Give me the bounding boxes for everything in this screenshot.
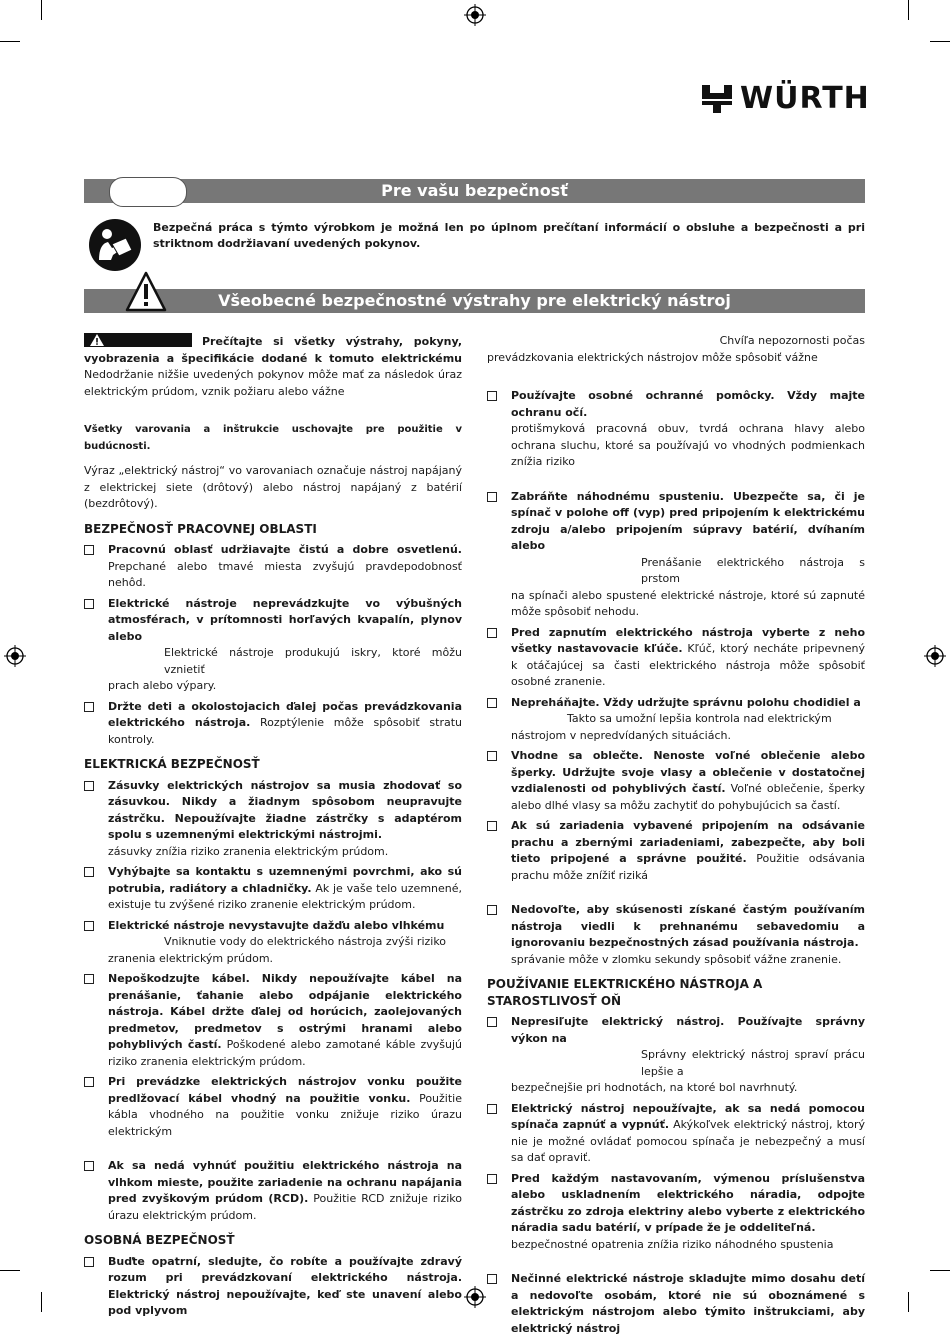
checkbox-icon <box>84 1257 94 1267</box>
registration-mark-icon <box>464 1286 486 1308</box>
crop-mark <box>908 1292 909 1312</box>
logo-text: WÜRTH <box>740 80 870 116</box>
list-item: Zabráňte náhodnému spusteniu. Ubezpečte sa, či je spínač v polohe off (vyp) pred pripojením k elektrickému zdroju a/alebo pripojením súpravy batérií, dvíhaním alebo Prenášanie elektrického nástroja s prstom na spínači alebo spustené elektrické nástroje, ktoré sú zapnuté môže spôsobiť nehodu. <box>487 489 865 621</box>
checkbox-icon <box>84 867 94 877</box>
safety-section-title: Pre vašu bezpečnosť <box>381 181 568 200</box>
list-item: Nečinné elektrické nástroje skladujte mimo dosahu detí a nedovoľte osobám, ktoré nie sú oboznámené s elektrickým nástrojom alebo týmito inštrukciami, aby elektrický nástroj <box>487 1271 865 1337</box>
list-item: Vyhýbajte sa kontaktu s uzemnenými povrchmi, ako sú potrubia, radiátory a chladničky. Ak je vaše telo uzemnené, existuje tu zvýšené riziko zranenie elektrickým prúdom. <box>84 864 462 914</box>
checkbox-icon <box>487 492 497 502</box>
crop-mark <box>930 41 950 42</box>
list-item: Ak sa nedá vyhnúť použitiu elektrického nástroja na vlhkom mieste, použite zariadenie na ochranu napájania pred zvyškovým prúdom (RCD). Použitie RCD znižuje riziko úrazu elektrickým prúdom. <box>84 1158 462 1224</box>
section-pill <box>109 177 187 207</box>
registration-mark-icon <box>924 645 946 667</box>
right-column: Chvíľa nepozornosti počas prevádzkovania elektrických nástrojov môže spôsobiť vážne Používajte osobné ochranné pomôcky. Vždy majte ochranu očí. protišmyková pracovná obuv, tvrdá ochrana hlavy alebo ochrana sluchu, ktoré sa používajú vo vhodných podmienkach znížia riziko Zabráňte náhodnému spusteniu. Ubezpečte sa, či je spínač v polohe off (vyp) pred pripojením k elektrickému zdroju a/alebo pripojením súpravy batérií, dvíhaním alebo Prenášanie elektrického nástroja s prstom na spínači alebo spustené elektrické nástroje, ktoré sú zapnuté môže spôsobiť nehodu. Pred zapnutím elektrického nástroja vyberte z neho všetky nastavovacie kľúče. Kľúč, ktorý necháte pripevnený k otáčajúcej sa časti elektrického nástroja môže spôsobiť osobné zranenie. Nepreháňajte. Vždy udržujte správnu polohu chodidiel a Takto sa umožní lepšia kontrola nad elektrickým nástrojom v nepredvídaných situáciách. Vhodne sa oblečte. Nenoste voľné oblečenie alebo šperky. Udržujte svoje vlasy a oblečenie v dostatočnej vzdialenosti od pohyblivých častí. Voľné oblečenie, šperky alebo dlhé vlasy sa môžu zachytiť do pohybujúcich sa častí. Ak sú zariadenia vybavené pripojením na odsávanie prachu a zbernými zariadeniami, zabezpečte, aby boli tieto pripojené a správne použité. Použitie odsávania prachu môže znížiť riziká Nedovoľte, aby skúsenosti získané častým používaním nástroja viedli k prehnanému sebavedomiu a ignorovaniu bezpečnostných zásad používania nástroja. správanie môže v zlomku sekundy spôsobiť vážne zranenie. POUŽÍVANIE ELEKTRICKÉHO NÁSTROJA A STAROSTLIVOSŤ OŇ Nepresiľujte elektrický nástroj. Používajte správny výkon na Správny elektrický nástroj spraví prácu lepšie a bezpečnejšie pri hodnotách, na ktoré bol navrhnutý. Elektrický nástroj nepoužívajte, ak sa nedá pomocou spínača zapnúť a vypnúť. Akýkoľvek elektrický nástroj, ktorý nie je možné ovládať pomocou spínača je nebezpečný a musí sa dať opraviť. Pred každým nastavovaním, výmenou príslušenstva alebo uskladnením elektrického náradia, odpojte zástrčku zo zdroja elektriny alebo vyberte z elektrického náradia sadu batérií, v prípade že je oddeliteľná. bezpečnostné opatrenia znížia riziko náhodného spustenia Nečinné elektrické nástroje skladujte mimo dosahu detí a nedovoľte osobám, ktoré nie sú oboznámené s elektrickým nástrojom alebo týmito inštrukciami, aby elektrický nástroj <box>487 333 865 1341</box>
list-item: Zásuvky elektrických nástrojov sa musia zhodovať so zásuvkou. Nikdy a žiadnym spôsobom neupravujte zástrčku. Nepoužívajte žiadne zástrčky s adaptérom spolu s uzemnenými elektrickými nástrojmi. zásuvky znížia riziko zranenia elektrickým prúdom. <box>84 778 462 861</box>
heading-electrical-safety: ELEKTRICKÁ BEZPEČNOSŤ <box>84 757 260 771</box>
safety-section-bar <box>84 179 865 203</box>
checkbox-icon <box>84 1077 94 1087</box>
checkbox-icon <box>487 391 497 401</box>
wurth-logo <box>700 80 870 116</box>
list-item: Držte deti a okolostojacich ďalej počas prevádzkovania elektrického nástroja. Rozptýlenie môže spôsobiť stratu kontroly. <box>84 699 462 749</box>
crop-mark <box>41 1292 42 1312</box>
checkbox-icon <box>84 702 94 712</box>
checkbox-icon <box>84 921 94 931</box>
checkbox-icon <box>487 751 497 761</box>
checkbox-icon <box>84 781 94 791</box>
warning-small-icon <box>90 334 104 346</box>
list-item: Elektrické nástroje nevystavujte dažďu alebo vlhkému Vniknutie vody do elektrického nástroja zvýši riziko zranenia elektrickým prúdom. <box>84 918 462 968</box>
checkbox-icon <box>487 1174 497 1184</box>
warning-triangle-icon <box>124 270 168 314</box>
registration-mark-icon <box>464 4 486 26</box>
checkbox-icon <box>487 1274 497 1284</box>
checkbox-icon <box>487 905 497 915</box>
registration-mark-icon <box>4 645 26 667</box>
heading-work-area: BEZPEČNOSŤ PRACOVNEJ OBLASTI <box>84 521 317 536</box>
list-item: Nedovoľte, aby skúsenosti získané častým používaním nástroja viedli k prehnanému sebavedomiu a ignorovaniu bezpečnostných zásad používania nástroja. správanie môže v zlomku sekundy spôsobiť vážne zranenie. <box>487 902 865 968</box>
list-item: Ak sú zariadenia vybavené pripojením na odsávanie prachu a zbernými zariadeniami, zabezpečte, aby boli tieto pripojené a správne použité. Použitie odsávania prachu môže znížiť riziká <box>487 818 865 884</box>
list-item: Pred každým nastavovaním, výmenou príslušenstva alebo uskladnením elektrického náradia, odpojte zástrčku zo zdroja elektriny alebo vyberte z elektrického náradia sadu batérií, v prípade že je oddeliteľná. bezpečnostné opatrenia znížia riziko náhodného spustenia <box>487 1171 865 1254</box>
list-item: Buďte opatrní, sledujte, čo robíte a používajte zdravý rozum pri prevádzkovaní elektrického nástroja. Elektrický nástroj nepoužívajte, keď ste unavení alebo pod vplyvom <box>84 1254 462 1320</box>
left-column <box>84 333 462 1324</box>
list-item: Elektrické nástroje neprevádzkujte vo výbušných atmosférach, v prítomnosti horľavých kvapalín, plynov alebo Elektrické nástroje produkujú iskry, ktoré môžu vznietiť prach alebo výpary. <box>84 596 462 695</box>
list-item: Nepreháňajte. Vždy udržujte správnu polohu chodidiel a Takto sa umožní lepšia kontrola nad elektrickým nástrojom v nepredvídaných situáciách. <box>487 695 865 745</box>
list-item: Elektrický nástroj nepoužívajte, ak sa nedá pomocou spínača zapnúť a vypnúť. Akýkoľvek elektrický nástroj, ktorý nie je možné ovládať pomocou spínača je nebezpečný a musí sa dať opraviť. <box>487 1101 865 1167</box>
read-manual-icon <box>88 218 142 272</box>
checkbox-icon <box>84 545 94 555</box>
checkbox-icon <box>487 1017 497 1027</box>
crop-mark <box>0 1270 20 1271</box>
checkbox-icon <box>84 599 94 609</box>
warning-intro-text: Nedodržanie nižšie uvedených pokynov môže mať za následok úraz elektrickým prúdom, vznik požiaru alebo vážne <box>84 368 462 398</box>
list-item: Pri prevádzke elektrických nástrojov vonku použite predlžovací kábel vhodný na použitie vonku. Použitie kábla vhodného na použitie vonku znižuje riziko úrazu elektrickým <box>84 1074 462 1140</box>
checkbox-icon <box>487 628 497 638</box>
checkbox-icon <box>84 1161 94 1171</box>
term-definition: Výraz „elektrický nástroj“ vo varovaniach označuje nástroj napájaný z elektrickej siete (drôtový) alebo nástroj napájaný z batérií (bezdrôtový). <box>84 464 462 510</box>
wurth-mark-icon <box>700 81 734 115</box>
list-item: Nepresiľujte elektrický nástroj. Používajte správny výkon na Správny elektrický nástroj spraví prácu lepšie a bezpečnejšie pri hodnotách, na ktoré bol navrhnutý. <box>487 1014 865 1097</box>
heading-personal-safety: OSOBNÁ BEZPEČNOSŤ <box>84 1233 235 1247</box>
list-item: Nepoškodzujte kábel. Nikdy nepoužívajte kábel na prenášanie, ťahanie alebo odpájanie elektrického nástroja. Kábel držte ďalej od horúcich, zaolejovaných predmetov, predmetov s ostrými hranami alebo pohyblivých častí. Poškodené alebo zamotané káble zvyšujú riziko zranenia elektrickým prúdom. <box>84 971 462 1070</box>
warning-label <box>84 333 192 347</box>
general-warnings-title: Všeobecné bezpečnostné výstrahy pre elektrický nástroj <box>218 291 731 310</box>
checkbox-icon <box>487 1104 497 1114</box>
warning-intro-bold: Prečítajte si všetky výstrahy, pokyny, vyobrazenia a špecifikácie dodané k tomuto elektrickému <box>84 335 462 365</box>
general-warnings-bar <box>84 289 865 313</box>
intro-text: Bezpečná práca s týmto výrobkom je možná len po úplnom prečítaní informácií o obsluhe a bezpečnosti a pri striktnom dodržiavaní uvedených pokynov. <box>153 221 865 250</box>
checkbox-icon <box>84 974 94 984</box>
crop-mark <box>908 0 909 20</box>
list-item: Vhodne sa oblečte. Nenoste voľné oblečenie alebo šperky. Udržujte svoje vlasy a oblečenie v dostatočnej vzdialenosti od pohyblivých častí. Voľné oblečenie, šperky alebo dlhé vlasy sa môžu zachytiť do pohybujúcich sa častí. <box>487 748 865 814</box>
list-item: Používajte osobné ochranné pomôcky. Vždy majte ochranu očí. protišmyková pracovná obuv, tvrdá ochrana hlavy alebo ochrana sluchu, ktoré sa používajú vo vhodných podmienkach znížia riziko <box>487 388 865 471</box>
keep-instructions-note: Všetky varovania a inštrukcie uschovajte pre použitie v budúcnosti. <box>84 424 462 452</box>
checkbox-icon <box>487 821 497 831</box>
crop-mark <box>41 0 42 20</box>
heading-tool-use: POUŽÍVANIE ELEKTRICKÉHO NÁSTROJA A STAROSTLIVOSŤ OŇ <box>487 977 763 1008</box>
checkbox-icon <box>487 698 497 708</box>
crop-mark <box>0 41 20 42</box>
crop-mark <box>930 1270 950 1271</box>
list-item: Pracovnú oblasť udržiavajte čistú a dobre osvetlenú. Prepchané alebo tmavé miesta zvyšujú pravdepodobnosť nehôd. <box>84 542 462 592</box>
list-item: Pred zapnutím elektrického nástroja vyberte z neho všetky nastavovacie kľúče. Kľúč, ktorý necháte pripevnený k otáčajúcej sa časti elektrického nástroja môže spôsobiť osobné zranenie. <box>487 625 865 691</box>
